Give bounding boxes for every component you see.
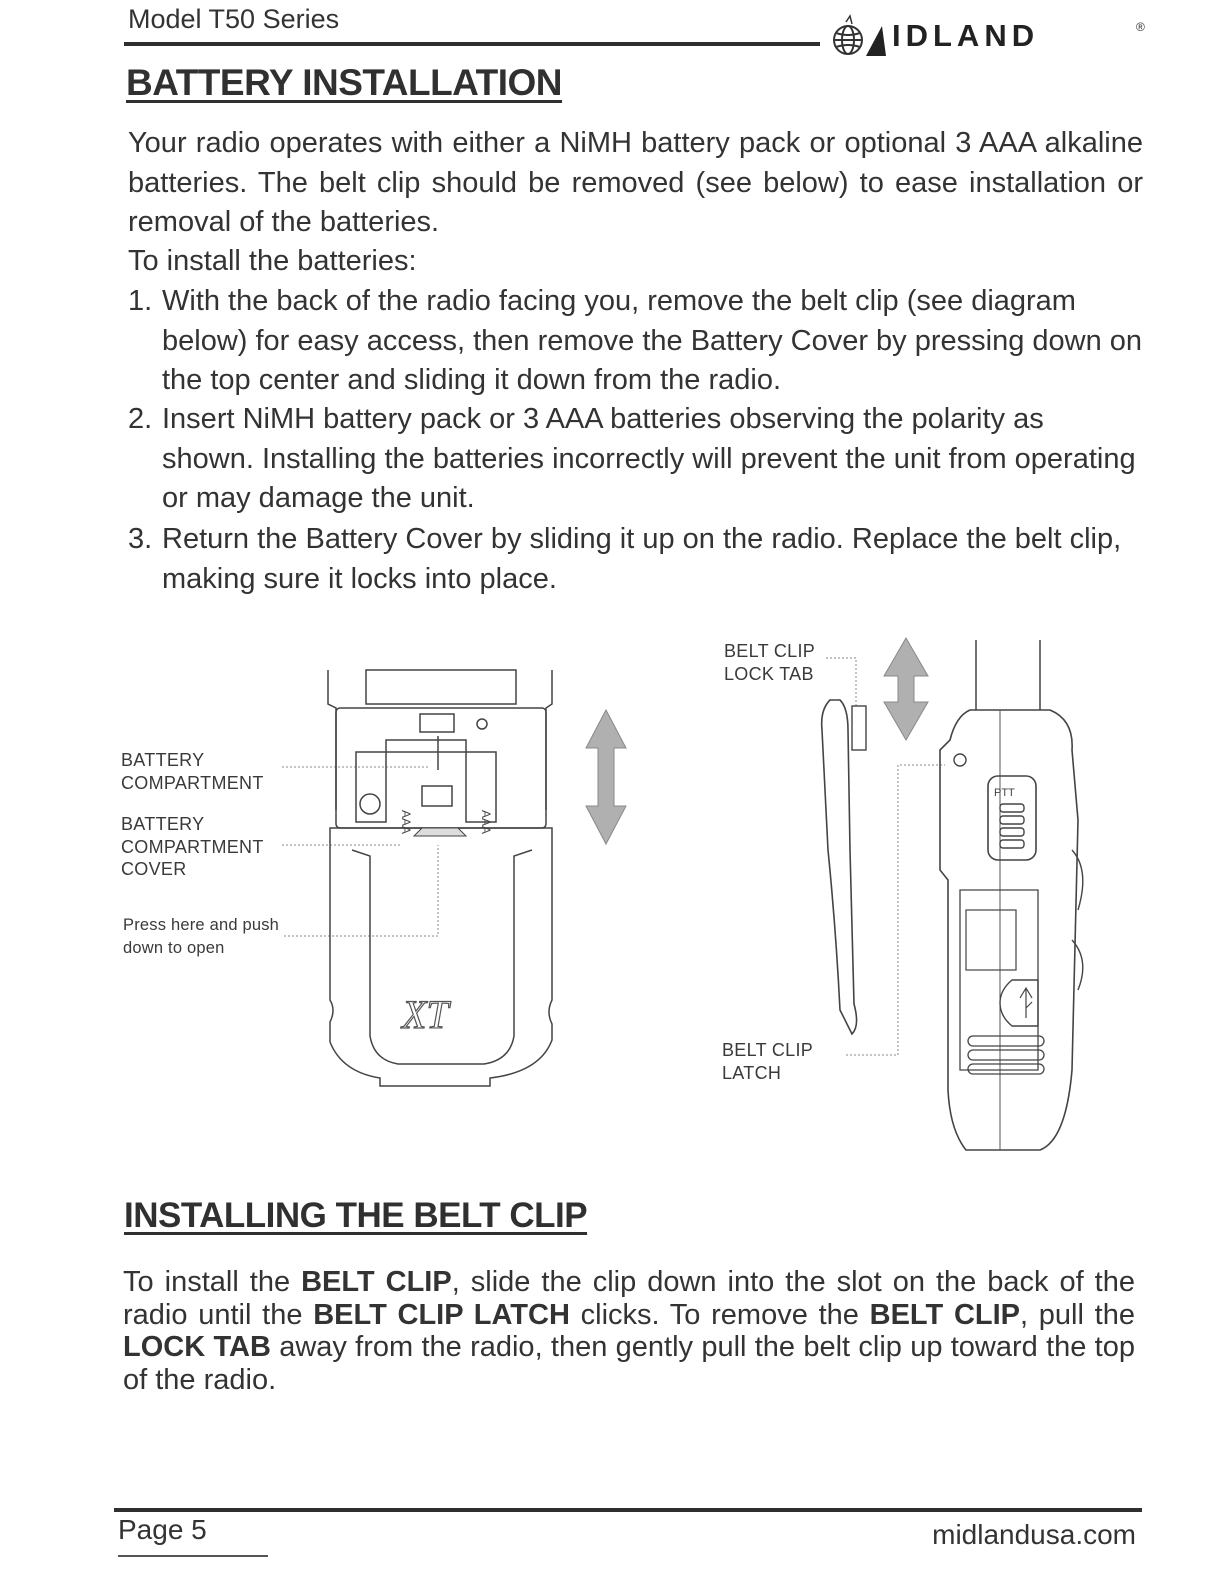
brand-text: IDLAND bbox=[892, 18, 1040, 53]
radio-top-window bbox=[366, 670, 516, 704]
page-number: Page 5 bbox=[118, 1514, 207, 1545]
step-text: With the back of the radio facing you, remove the belt clip (see diagram below) for easy access, then remove the Battery Cover by pressing down on the top center and sliding it down from the radio. bbox=[162, 285, 1143, 396]
step-number: 1. bbox=[128, 285, 153, 317]
belt-clip-heading: INSTALLING THE BELT CLIP bbox=[124, 1196, 588, 1235]
footer-rule bbox=[114, 1508, 1142, 1512]
up-down-arrow-icon bbox=[884, 638, 928, 740]
step-text: Return the Battery Cover by sliding it up on the radio. Replace the belt clip, making sure it locks into place. bbox=[162, 523, 1122, 595]
text-span: To install the bbox=[123, 1266, 302, 1298]
radio-back-diagram bbox=[270, 660, 640, 1100]
press-here-label: Press here and push down to open bbox=[123, 916, 280, 957]
text-span: away from the radio, then gently pull the belt clip up toward the top of the radio. bbox=[123, 1331, 1135, 1396]
footer-underline bbox=[118, 1555, 268, 1557]
battery-cover bbox=[330, 828, 552, 1086]
model-title: Model T50 Series bbox=[128, 4, 340, 34]
bold-term: BELT CLIP bbox=[301, 1266, 452, 1298]
website-url: midlandusa.com bbox=[932, 1519, 1136, 1550]
battery-compartment bbox=[336, 708, 546, 828]
intro-paragraph: Your radio operates with either a NiMH battery pack or optional 3 AAA alkaline batteries. The belt clip should be removed (see below) to ease installation or removal of the batteries. bbox=[128, 127, 1143, 238]
ptt-label: PTT bbox=[994, 787, 1015, 799]
step-number: 2. bbox=[128, 403, 153, 435]
bold-term: LOCK TAB bbox=[123, 1331, 271, 1363]
brand-name bbox=[878, 18, 1039, 54]
belt-clip-latch-label: BELT CLIP LATCH bbox=[722, 1040, 813, 1083]
battery-installation-heading: BATTERY INSTALLATION bbox=[126, 62, 563, 103]
step-text: Insert NiMH battery pack or 3 AAA batteries observing the polarity as shown. Installing the batteries incorrectly will prevent the unit from operating or may damage the unit. bbox=[162, 403, 1136, 514]
text-span: , slide the clip down into the slot on the back of the radio until the bbox=[123, 1266, 1135, 1331]
battery-compartment-label: BATTERY COMPARTMENT bbox=[121, 750, 264, 793]
brand-registered-mark: ® bbox=[1136, 20, 1145, 34]
belt-clip-lock-tab-label: BELT CLIP LOCK TAB bbox=[724, 641, 815, 684]
up-down-arrow-icon bbox=[586, 710, 626, 844]
step-number: 3. bbox=[128, 523, 153, 555]
belt-clip-lock-tab bbox=[852, 706, 866, 750]
bold-term: BELT CLIP bbox=[869, 1298, 1020, 1331]
step-item bbox=[128, 282, 1143, 401]
bold-term: BELT CLIP LATCH bbox=[313, 1298, 570, 1331]
usb-icon bbox=[1000, 980, 1038, 1026]
step-item bbox=[128, 400, 1143, 519]
step-item bbox=[128, 520, 1143, 599]
text-span: clicks. To remove the bbox=[569, 1298, 870, 1331]
aaa-label: AAA bbox=[479, 810, 493, 835]
install-lead: To install the batteries: bbox=[128, 245, 417, 277]
radio-side-diagram bbox=[800, 630, 1100, 1160]
aaa-label: AAA bbox=[399, 810, 413, 835]
header-rule bbox=[124, 42, 820, 46]
belt-clip-paragraph bbox=[123, 1266, 1135, 1396]
globe-icon bbox=[834, 16, 862, 54]
text-span: , pull the bbox=[1020, 1298, 1135, 1331]
battery-cover-label: BATTERY COMPARTMENT COVER bbox=[121, 814, 264, 879]
xt-logo: XT bbox=[402, 992, 449, 1037]
